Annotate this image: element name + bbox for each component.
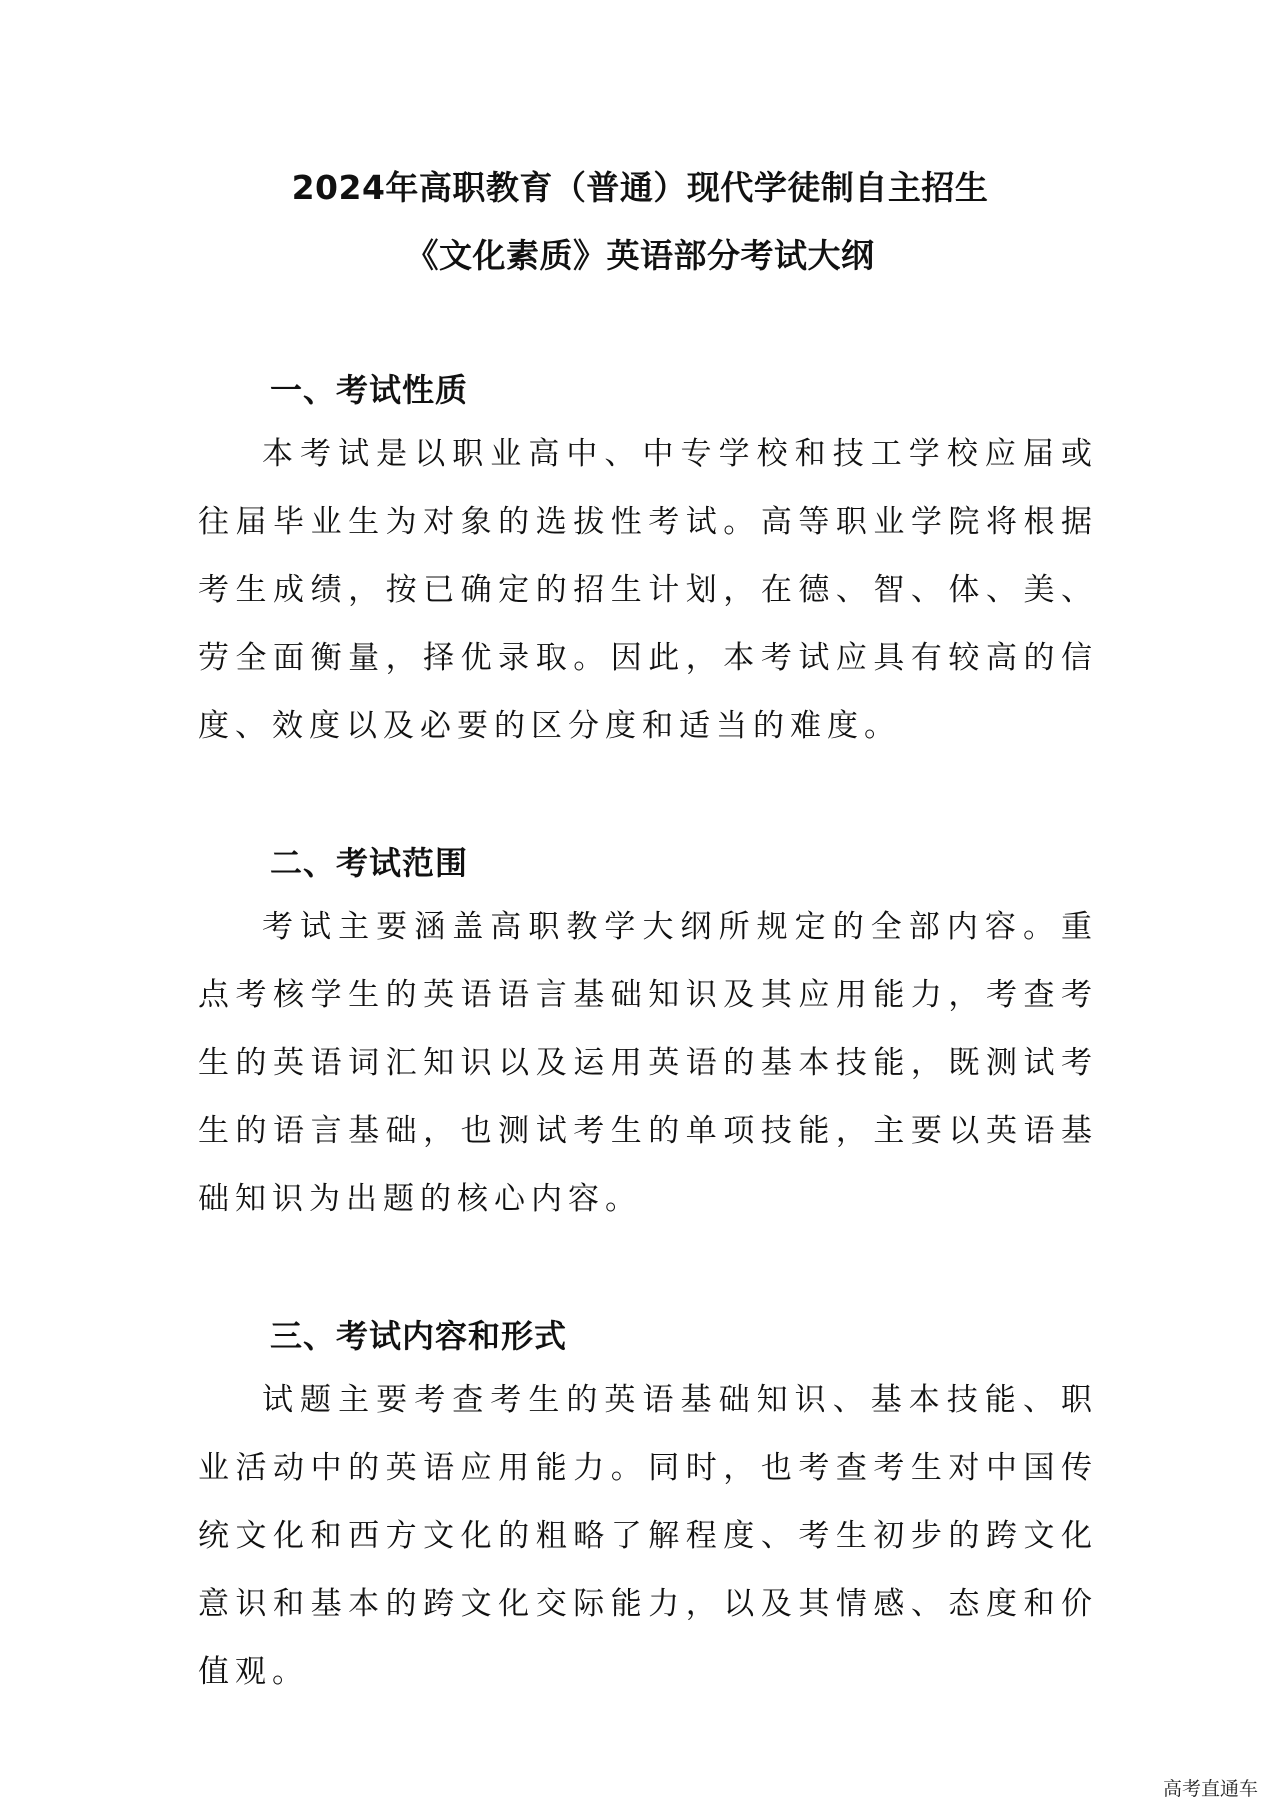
section-paragraph: 考试主要涵盖高职教学大纲所规定的全部内容。重点考核学生的英语语言基础知识及其应用能力，考查考生的英语词汇知识以及运用英语的基本技能，既测试考生的语言基础，也测试考生的单项技能，主要以英语基础知识为出题的核心内容。 <box>198 909 1098 1217</box>
section-heading: 三、考试内容和形式 <box>270 1317 568 1355</box>
document-title-line1: 2024年高职教育（普通）现代学徒制自主招生 <box>291 168 989 207</box>
section-paragraph: 试题主要考查考生的英语基础知识、基本技能、职业活动中的英语应用能力。同时，也考查考生对中国传统文化和西方文化的粗略了解程度、考生初步的跨文化意识和基本的跨文化交际能力，以及其情感、态度和价值观。 <box>198 1382 1098 1690</box>
section-heading: 一、考试性质 <box>270 371 469 409</box>
section-exam-nature <box>198 370 1098 760</box>
section-heading: 二、考试范围 <box>270 844 469 882</box>
watermark-text: 高考直通车 <box>1162 1778 1258 1800</box>
document-title-line2: 《文化素质》英语部分考试大纲 <box>405 236 875 275</box>
section-exam-scope <box>198 843 1098 1233</box>
section-paragraph: 本考试是以职业高中、中专学校和技工学校应届或往届毕业生为对象的选拔性考试。高等职业学院将根据考生成绩，按已确定的招生计划，在德、智、体、美、劳全面衡量，择优录取。因此，本考试应具有较高的信度、效度以及必要的区分度和适当的难度。 <box>198 436 1098 744</box>
section-exam-content-form <box>198 1316 1098 1706</box>
